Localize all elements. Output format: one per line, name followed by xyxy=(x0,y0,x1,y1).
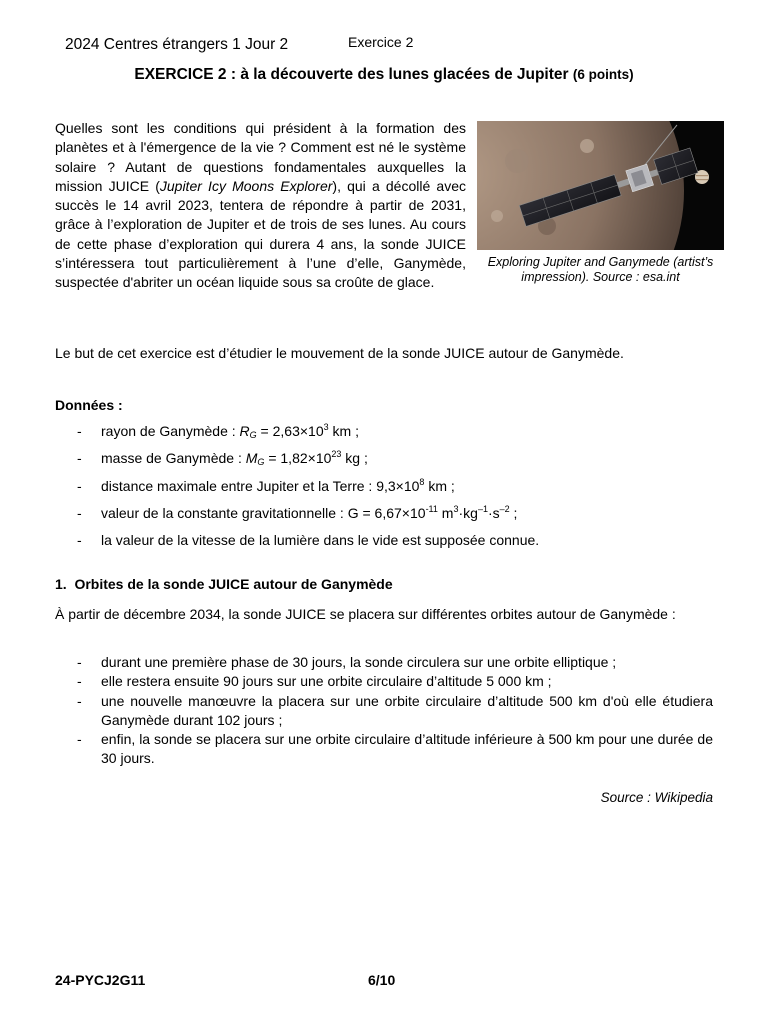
orbit-item-3 xyxy=(55,692,713,731)
intro-text-1: Quelles sont les conditions qui président à la formation des planètes et à l'émergence de la vie ? Comment est né le système solaire ? Autant de questions fondamentales auxquelles la mission JUICE ( xyxy=(55,120,466,194)
distance-unit: km ; xyxy=(424,477,455,494)
gravity-exponent: -11 xyxy=(425,503,438,514)
exercise-title-main: EXERCICE 2 : à la découverte des lunes glacées de Jupiter xyxy=(134,66,569,83)
gravity-unit-s: ·s xyxy=(487,504,500,521)
figure-caption: Exploring Jupiter and Ganymede (artist’s impression). Source : esa.int xyxy=(487,255,714,284)
orbit-item-text: enfin, la sonde se placera sur une orbite circulaire d’altitude inférieure à 500 km pour une durée de 30 jours. xyxy=(101,731,713,767)
radius-symbol: R xyxy=(239,423,250,439)
gravity-unit-s-exp: –2 xyxy=(499,503,510,514)
data-item-distance xyxy=(55,477,713,504)
list-dash: - xyxy=(77,532,82,549)
exercise-title xyxy=(0,66,768,84)
orbit-item-4 xyxy=(55,730,713,769)
mass-symbol: M xyxy=(245,450,258,467)
data-heading: Données : xyxy=(55,397,123,413)
gravity-end: ; xyxy=(509,504,518,521)
radius-label: rayon de Ganymède : xyxy=(101,423,240,439)
list-dash: - xyxy=(77,673,82,690)
radius-unit: km ; xyxy=(328,423,359,439)
juice-spacecraft-image xyxy=(477,121,724,250)
exercise-tag: Exercice 2 xyxy=(348,34,414,50)
orbit-item-text: une nouvelle manœuvre la placera sur une orbite circulaire d’altitude 500 km d'où elle étudiera Ganymède durant 102 jours ; xyxy=(101,692,713,728)
radius-value: = 2,63×10 xyxy=(256,423,324,439)
mass-label: masse de Ganymède : xyxy=(101,450,246,467)
orbit-item-1 xyxy=(55,653,713,672)
footer-code: 24-PYCJ2G11 xyxy=(55,972,146,988)
section-1-heading: 1. Orbites de la sonde JUICE autour de Ganymède xyxy=(55,576,393,592)
distance-exponent: 8 xyxy=(419,476,425,487)
light-speed-text: la valeur de la vitesse de la lumière dans le vide est supposée connue. xyxy=(101,532,540,549)
orbit-list xyxy=(55,653,713,769)
juice-illustration xyxy=(477,121,724,250)
gravity-unit-m-exp: 3 xyxy=(453,503,459,514)
exam-session-header: 2024 Centres étrangers 1 Jour 2 xyxy=(65,36,289,53)
gravity-unit-kg: ·kg xyxy=(458,504,478,521)
list-dash: - xyxy=(77,731,82,748)
intro-paragraph xyxy=(55,119,466,293)
data-item-gravity xyxy=(55,504,713,531)
orbit-item-2 xyxy=(55,672,713,691)
data-item-radius xyxy=(55,422,713,449)
radius-subscript: G xyxy=(249,430,257,440)
distance-label: distance maximale entre Jupiter et la Terre : 9,3×10 xyxy=(101,477,420,494)
section-1-intro: À partir de décembre 2034, la sonde JUICE se placera sur différentes orbites autour de Ganymède : xyxy=(55,606,676,622)
data-item-mass xyxy=(55,449,713,476)
intro-text-2: ), qui a décollé avec succès le 14 avril 2023, tentera de répondre à partir de 2031, grâce à l’exploration de Jupiter et de trois de ses lunes. Au cours de cette phase d’exploration qui durera 4 ans, la sonde JUICE s’intéressera tout particulièrement à l’une d’elle, Ganymède, suspectée d'abriter un océan liquide sous sa croûte de glace. xyxy=(55,177,466,291)
list-dash: - xyxy=(77,692,82,709)
mass-subscript: G xyxy=(257,457,265,468)
exercise-points: (6 points) xyxy=(572,67,634,82)
orbit-item-text: durant une première phase de 30 jours, la sonde circulera sur une orbite elliptique ; xyxy=(101,654,617,670)
list-dash: - xyxy=(77,504,82,521)
exercise-goal: Le but de cet exercice est d’étudier le mouvement de la sonde JUICE autour de Ganymède. xyxy=(55,345,624,361)
gravity-unit-m: m xyxy=(437,504,454,521)
mass-unit: kg ; xyxy=(341,450,368,467)
source-citation: Source : Wikipedia xyxy=(600,790,713,805)
radius-exponent: 3 xyxy=(323,422,329,432)
mission-name: Jupiter Icy Moons Explorer xyxy=(159,177,333,194)
data-list xyxy=(55,422,713,558)
gravity-label: valeur de la constante gravitationnelle : G = 6,67×10 xyxy=(101,504,426,521)
gravity-unit-kg-exp: –1 xyxy=(477,503,488,514)
list-dash: - xyxy=(77,477,82,494)
orbit-item-text: elle restera ensuite 90 jours sur une orbite circulaire d’altitude 5 000 km ; xyxy=(101,673,552,690)
list-dash: - xyxy=(77,450,82,467)
list-dash: - xyxy=(77,654,82,670)
data-item-light xyxy=(55,531,713,558)
page-number: 6/10 xyxy=(368,972,396,988)
list-dash: - xyxy=(77,423,82,439)
mass-value: = 1,82×10 xyxy=(264,450,332,467)
mass-exponent: 23 xyxy=(331,449,342,460)
